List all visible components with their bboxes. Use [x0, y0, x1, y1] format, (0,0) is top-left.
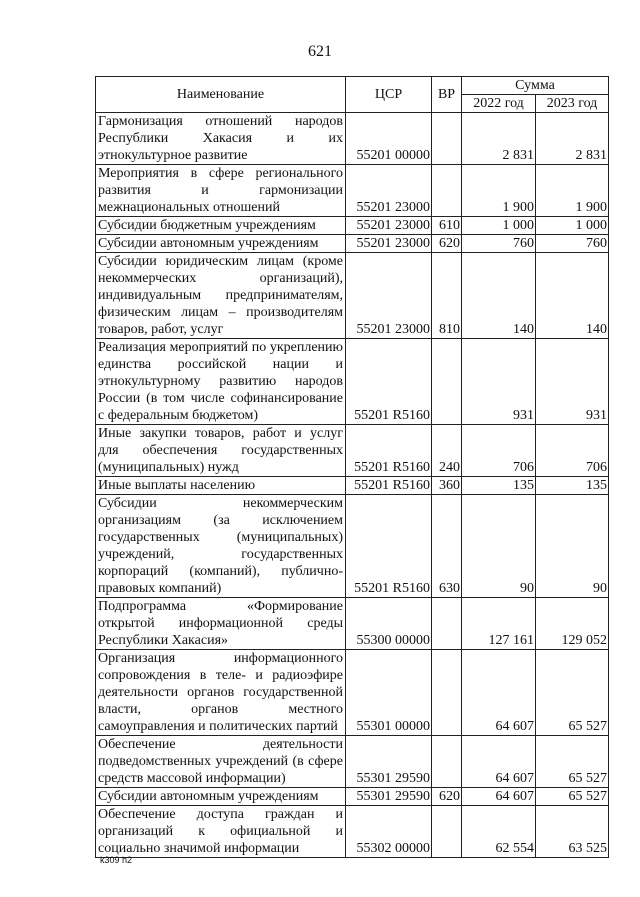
cell-name: Подпрограмма «Формирование открытой информационной среды Республики Хакасия» — [96, 598, 346, 650]
cell-vr: 610 — [432, 217, 462, 235]
table-row — [96, 788, 609, 806]
cell-vr: 620 — [432, 788, 462, 806]
cell-name: Субсидии некоммерческим организациям (за исключением государственных (муниципальных) учреждений, государственных корпораций (компаний), публично-правовых компаний) — [96, 495, 346, 598]
cell-2022: 1 000 — [462, 217, 536, 235]
table-row — [96, 235, 609, 253]
footer-code: k309 h2 — [100, 855, 133, 865]
table-row — [96, 339, 609, 425]
cell-vr: 240 — [432, 425, 462, 477]
cell-name: Организация информационного сопровождения в теле- и радиоэфире деятельности органов государственной власти, органов местного самоуправления и политических партий — [96, 650, 346, 736]
table-row — [96, 477, 609, 495]
budget-table — [95, 76, 609, 858]
cell-csr: 55201 R5160 — [346, 477, 432, 495]
cell-name: Обеспечение деятельности подведомственных учреждений (в сфере средств массовой информации) — [96, 736, 346, 788]
cell-2023: 1 900 — [536, 165, 609, 217]
cell-2023: 63 525 — [536, 806, 609, 858]
cell-2022: 2 831 — [462, 113, 536, 165]
cell-vr: 810 — [432, 253, 462, 339]
cell-csr: 55201 23000 — [346, 165, 432, 217]
table-row — [96, 650, 609, 736]
cell-csr: 55301 00000 — [346, 650, 432, 736]
cell-vr: 620 — [432, 235, 462, 253]
cell-vr — [432, 113, 462, 165]
cell-2023: 90 — [536, 495, 609, 598]
cell-2022: 90 — [462, 495, 536, 598]
cell-vr: 360 — [432, 477, 462, 495]
cell-vr — [432, 736, 462, 788]
table-row — [96, 165, 609, 217]
header-sum: Сумма — [462, 77, 609, 95]
cell-csr: 55201 R5160 — [346, 339, 432, 425]
cell-csr: 55201 R5160 — [346, 425, 432, 477]
table-row — [96, 495, 609, 598]
cell-name: Субсидии автономным учреждениям — [96, 788, 346, 806]
cell-2022: 127 161 — [462, 598, 536, 650]
cell-name: Субсидии юридическим лицам (кроме некоммерческих организаций), индивидуальным предпринимателям, физическим лицам – производителям товаров, работ, услуг — [96, 253, 346, 339]
cell-2022: 140 — [462, 253, 536, 339]
cell-2022: 64 607 — [462, 650, 536, 736]
header-name: Наименование — [96, 77, 346, 113]
header-2022: 2022 год — [462, 95, 536, 113]
cell-csr: 55302 00000 — [346, 806, 432, 858]
table-row — [96, 113, 609, 165]
cell-2023: 65 527 — [536, 650, 609, 736]
cell-2022: 931 — [462, 339, 536, 425]
cell-2023: 706 — [536, 425, 609, 477]
cell-vr: 630 — [432, 495, 462, 598]
cell-2022: 706 — [462, 425, 536, 477]
cell-2022: 64 607 — [462, 788, 536, 806]
cell-vr — [432, 165, 462, 217]
cell-name: Обеспечение доступа граждан и организаций к официальной и социально значимой информации — [96, 806, 346, 858]
cell-2022: 62 554 — [462, 806, 536, 858]
cell-2023: 931 — [536, 339, 609, 425]
cell-2023: 760 — [536, 235, 609, 253]
page-number: 621 — [308, 43, 332, 60]
table-row — [96, 736, 609, 788]
cell-2022: 760 — [462, 235, 536, 253]
cell-vr — [432, 339, 462, 425]
table-row — [96, 806, 609, 858]
header-vr: ВР — [432, 77, 462, 113]
cell-csr: 55201 23000 — [346, 217, 432, 235]
cell-2023: 135 — [536, 477, 609, 495]
cell-csr: 55201 23000 — [346, 253, 432, 339]
header-2023: 2023 год — [536, 95, 609, 113]
cell-csr: 55201 23000 — [346, 235, 432, 253]
cell-csr: 55301 29590 — [346, 736, 432, 788]
cell-name: Гармонизация отношений народов Республики Хакасия и их этнокультурное развитие — [96, 113, 346, 165]
table-row — [96, 217, 609, 235]
cell-name: Субсидии бюджетным учреждениям — [96, 217, 346, 235]
cell-csr: 55201 R5160 — [346, 495, 432, 598]
cell-name: Реализация мероприятий по укреплению единства российской нации и этнокультурному развитию народов России (в том числе софинансирование с федеральным бюджетом) — [96, 339, 346, 425]
cell-2022: 64 607 — [462, 736, 536, 788]
cell-2023: 1 000 — [536, 217, 609, 235]
cell-2023: 2 831 — [536, 113, 609, 165]
cell-vr — [432, 650, 462, 736]
cell-2023: 65 527 — [536, 788, 609, 806]
cell-name: Иные закупки товаров, работ и услуг для обеспечения государственных (муниципальных) нужд — [96, 425, 346, 477]
header-csr: ЦСР — [346, 77, 432, 113]
cell-2023: 65 527 — [536, 736, 609, 788]
cell-name: Субсидии автономным учреждениям — [96, 235, 346, 253]
cell-csr: 55300 00000 — [346, 598, 432, 650]
table-row — [96, 425, 609, 477]
table-row — [96, 253, 609, 339]
cell-vr — [432, 598, 462, 650]
cell-csr: 55301 29590 — [346, 788, 432, 806]
table-row — [96, 598, 609, 650]
cell-csr: 55201 00000 — [346, 113, 432, 165]
cell-vr — [432, 806, 462, 858]
cell-name: Иные выплаты населению — [96, 477, 346, 495]
cell-2022: 135 — [462, 477, 536, 495]
cell-2023: 129 052 — [536, 598, 609, 650]
table-body — [96, 113, 609, 858]
cell-name: Мероприятия в сфере регионального развития и гармонизации межнациональных отношений — [96, 165, 346, 217]
cell-2023: 140 — [536, 253, 609, 339]
cell-2022: 1 900 — [462, 165, 536, 217]
